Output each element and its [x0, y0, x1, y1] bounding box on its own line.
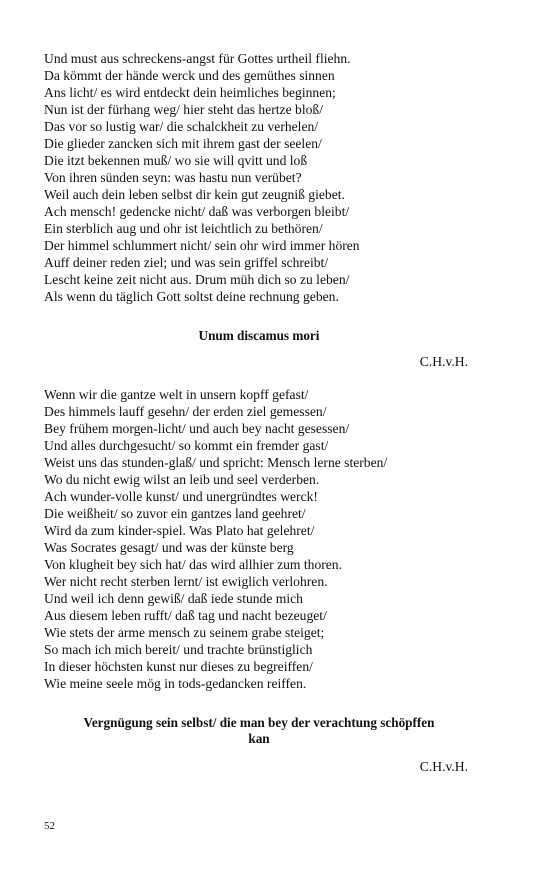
verse-line: Die weißheit/ so zuvor ein gantzes land geehret/	[44, 506, 306, 521]
verse-line: Ach mensch! gedencke nicht/ daß was verborgen bleibt/	[44, 204, 350, 219]
verse-line: Aus diesem leben rufft/ daß tag und nacht bezeuget/	[44, 608, 327, 623]
verse-line: Von ihren sünden seyn: was hastu nun verübet?	[44, 170, 302, 185]
verse-line: Wie meine seele mög in tods-gedancken reiffen.	[44, 676, 307, 691]
verse-line: Weil auch dein leben selbst dir kein gut zeugniß giebet.	[44, 187, 345, 202]
verse-line: Wird da zum kinder-spiel. Was Plato hat gelehret/	[44, 523, 315, 538]
stanza-continued	[44, 50, 474, 305]
verse-line: Lescht keine zeit nicht aus. Drum müh dich so zu leben/	[44, 272, 350, 287]
verse-line: Ein sterblich aug und ohr ist leichtlich zu bethören/	[44, 221, 323, 236]
verse-line: Des himmels lauff gesehn/ der erden ziel gemessen/	[44, 404, 327, 419]
poem-author: C.H.v.H.	[419, 354, 468, 369]
verse-line: Wie stets der arme mensch zu seinem grabe steiget;	[44, 625, 325, 640]
verse-line: In dieser höchsten kunst nur dieses zu begreiffen/	[44, 659, 313, 674]
verse-line: So mach ich mich bereit/ und trachte brünstiglich	[44, 642, 313, 657]
verse-line: Da kömmt der hände werck und des gemüthes sinnen	[44, 68, 335, 83]
poem-title-continued: kan	[248, 731, 270, 746]
verse-line: Wo du nicht ewig wilst an leib und seel verderben.	[44, 472, 320, 487]
verse-line: Und must aus schreckens-angst für Gottes urtheil fliehn.	[44, 51, 351, 66]
verse-line: Von klugheit bey sich hat/ das wird allhier zum thoren.	[44, 557, 342, 572]
verse-line: Wer nicht recht sterben lernt/ ist ewiglich verlohren.	[44, 574, 328, 589]
verse-line: Nun ist der fürhang weg/ hier steht das hertze bloß/	[44, 102, 323, 117]
verse-line: Ans licht/ es wird entdeckt dein heimliches beginnen;	[44, 85, 336, 100]
verse-line: Ach wunder-volle kunst/ und unergründtes werck!	[44, 489, 318, 504]
verse-line: Die itzt bekennen muß/ wo sie will qvitt und loß	[44, 153, 308, 168]
page-number: 52	[44, 820, 55, 832]
verse-line: Und alles durchgesucht/ so kommt ein fremder gast/	[44, 438, 329, 453]
verse-line: Die glieder zancken sich mit ihrem gast der seelen/	[44, 136, 322, 151]
verse-line: Als wenn du täglich Gott soltst deine rechnung geben.	[44, 289, 339, 304]
poem-title: Unum discamus mori	[198, 328, 320, 343]
poem-author: C.H.v.H.	[419, 759, 468, 774]
verse-line: Was Socrates gesagt/ und was der künste berg	[44, 540, 294, 555]
verse-line: Bey frühem morgen-licht/ und auch bey nacht gesessen/	[44, 421, 350, 436]
verse-line: Wenn wir die gantze welt in unsern kopff gefast/	[44, 387, 309, 402]
poem-title: Vergnügung sein selbst/ die man bey der verachtung schöpffen	[83, 715, 435, 730]
verse-line: Das vor so lustig war/ die schalckheit zu verhelen/	[44, 119, 319, 134]
verse-line: Und weil ich denn gewiß/ daß iede stunde mich	[44, 591, 303, 606]
verse-line: Auff deiner reden ziel; und was sein griffel schreibt/	[44, 255, 329, 270]
verse-line: Der himmel schlummert nicht/ sein ohr wird immer hören	[44, 238, 360, 253]
poem-body	[44, 386, 474, 692]
verse-line: Weist uns das stunden-glaß/ und spricht: Mensch lerne sterben/	[44, 455, 388, 470]
